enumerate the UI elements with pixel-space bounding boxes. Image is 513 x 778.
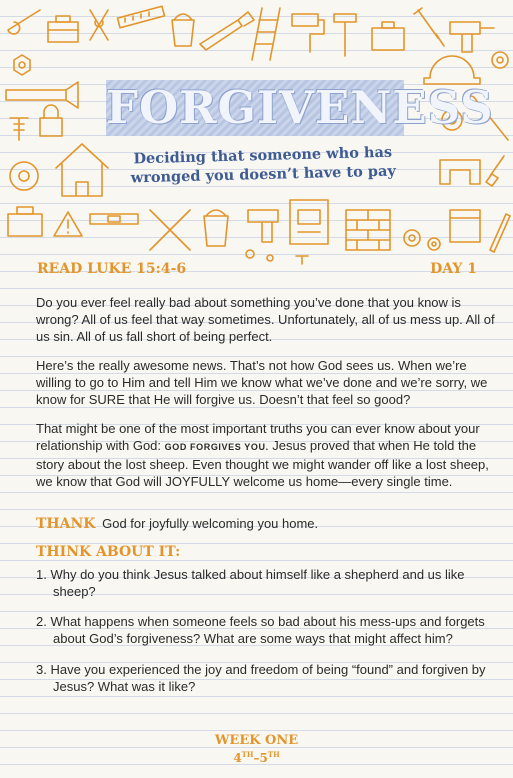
nut-icon bbox=[14, 55, 30, 75]
paintbrush-icon bbox=[486, 156, 504, 186]
hard-hat-icon bbox=[424, 56, 480, 84]
clamp-icon bbox=[440, 160, 480, 184]
grade-label bbox=[0, 750, 513, 765]
wrench-cross-icon bbox=[150, 210, 190, 250]
screw-icon bbox=[246, 250, 308, 264]
bricks-icon bbox=[346, 210, 390, 250]
paint-can-icon bbox=[450, 210, 480, 242]
emphasis-text: GOD FORGIVES YOU. bbox=[164, 442, 269, 452]
grade-number: 5 bbox=[259, 751, 268, 765]
grade-number: 4 bbox=[233, 751, 242, 765]
drill-icon bbox=[248, 210, 278, 242]
thank-prompt bbox=[36, 516, 496, 532]
bucket-icon bbox=[204, 210, 228, 246]
question-item: 3. Have you experienced the joy and freedom of being “found” and forgiven by Jesus? What was it like? bbox=[36, 662, 486, 694]
thank-text: God for joyfully welcoming you home. bbox=[102, 516, 319, 531]
house-icon bbox=[56, 144, 108, 196]
paragraph-2: Here’s the really awesome news. That’s not how God sees us. When we’re willing to go to Him and tell Him we know what we’ve done and we’re sorry, we know for SURE that He will forgive us. Doesn’t that feel so good? bbox=[36, 358, 488, 407]
scripture-reference: READ LUKE 15:4-6 bbox=[37, 261, 187, 277]
drill-icon bbox=[450, 22, 494, 52]
subtitle-line: wronged you doesn’t have to pay bbox=[130, 162, 396, 187]
grade-suffix: TH bbox=[267, 750, 280, 759]
briefcase-icon bbox=[372, 22, 404, 50]
ruler-icon bbox=[117, 6, 164, 28]
pencil-icon bbox=[490, 214, 510, 252]
wrench-icon bbox=[8, 10, 40, 34]
toolbox-icon bbox=[48, 16, 78, 42]
bucket-icon bbox=[172, 14, 194, 46]
gear-icon bbox=[492, 52, 508, 68]
grade-suffix: TH bbox=[241, 750, 254, 759]
saw-icon bbox=[200, 12, 254, 50]
week-label: WEEK ONE bbox=[214, 733, 299, 748]
day-label: DAY 1 bbox=[430, 261, 477, 277]
subtitle-line: Deciding that someone who has bbox=[133, 143, 393, 168]
blueprint-icon bbox=[290, 200, 328, 244]
toolbox-icon bbox=[8, 207, 42, 236]
level-icon bbox=[90, 214, 138, 224]
paragraph-1: Do you ever feel really bad about something you’ve done that you know is wrong? All of us feel that way sometimes. Unfortunately, all of us mess up. All of us sin. All of us fall short of being perfect. bbox=[36, 295, 495, 344]
page-subtitle bbox=[108, 142, 419, 188]
hammer-icon bbox=[334, 14, 356, 56]
ladder-icon bbox=[252, 8, 280, 60]
screwdriver-icon bbox=[414, 8, 444, 46]
question-item: 2. What happens when someone feels so bad about his mess-ups and forgets about God’s forgiveness? What are some ways that might affect him? bbox=[36, 614, 485, 646]
padlock-icon bbox=[40, 105, 62, 136]
paragraph-text: That might be one of the most important truths you can ever know about your relationship with God: bbox=[36, 421, 480, 453]
hacksaw-icon bbox=[6, 82, 78, 108]
paragraph-text: Jesus proved that when He told the story about the lost sheep. Even thought we might wander off like a lost sheep, we know that God will JOYFULLY welcome us home—every single time. bbox=[36, 438, 489, 489]
page-title: FORGIVENESS bbox=[106, 81, 494, 134]
gear-icon bbox=[404, 230, 440, 250]
warning-sign-icon bbox=[54, 212, 82, 236]
tape-measure-icon bbox=[10, 162, 38, 190]
paint-roller-icon bbox=[292, 14, 324, 52]
paragraph-3 bbox=[36, 420, 496, 490]
grade-dash: – bbox=[253, 751, 260, 765]
pliers-icon bbox=[90, 10, 108, 40]
bolt-icon bbox=[10, 118, 28, 140]
think-about-it-heading: THINK ABOUT IT: bbox=[36, 544, 181, 560]
question-item: 1. Why do you think Jesus talked about himself like a shepherd and us like sheep? bbox=[36, 567, 465, 599]
thank-keyword: THANK bbox=[36, 516, 96, 532]
